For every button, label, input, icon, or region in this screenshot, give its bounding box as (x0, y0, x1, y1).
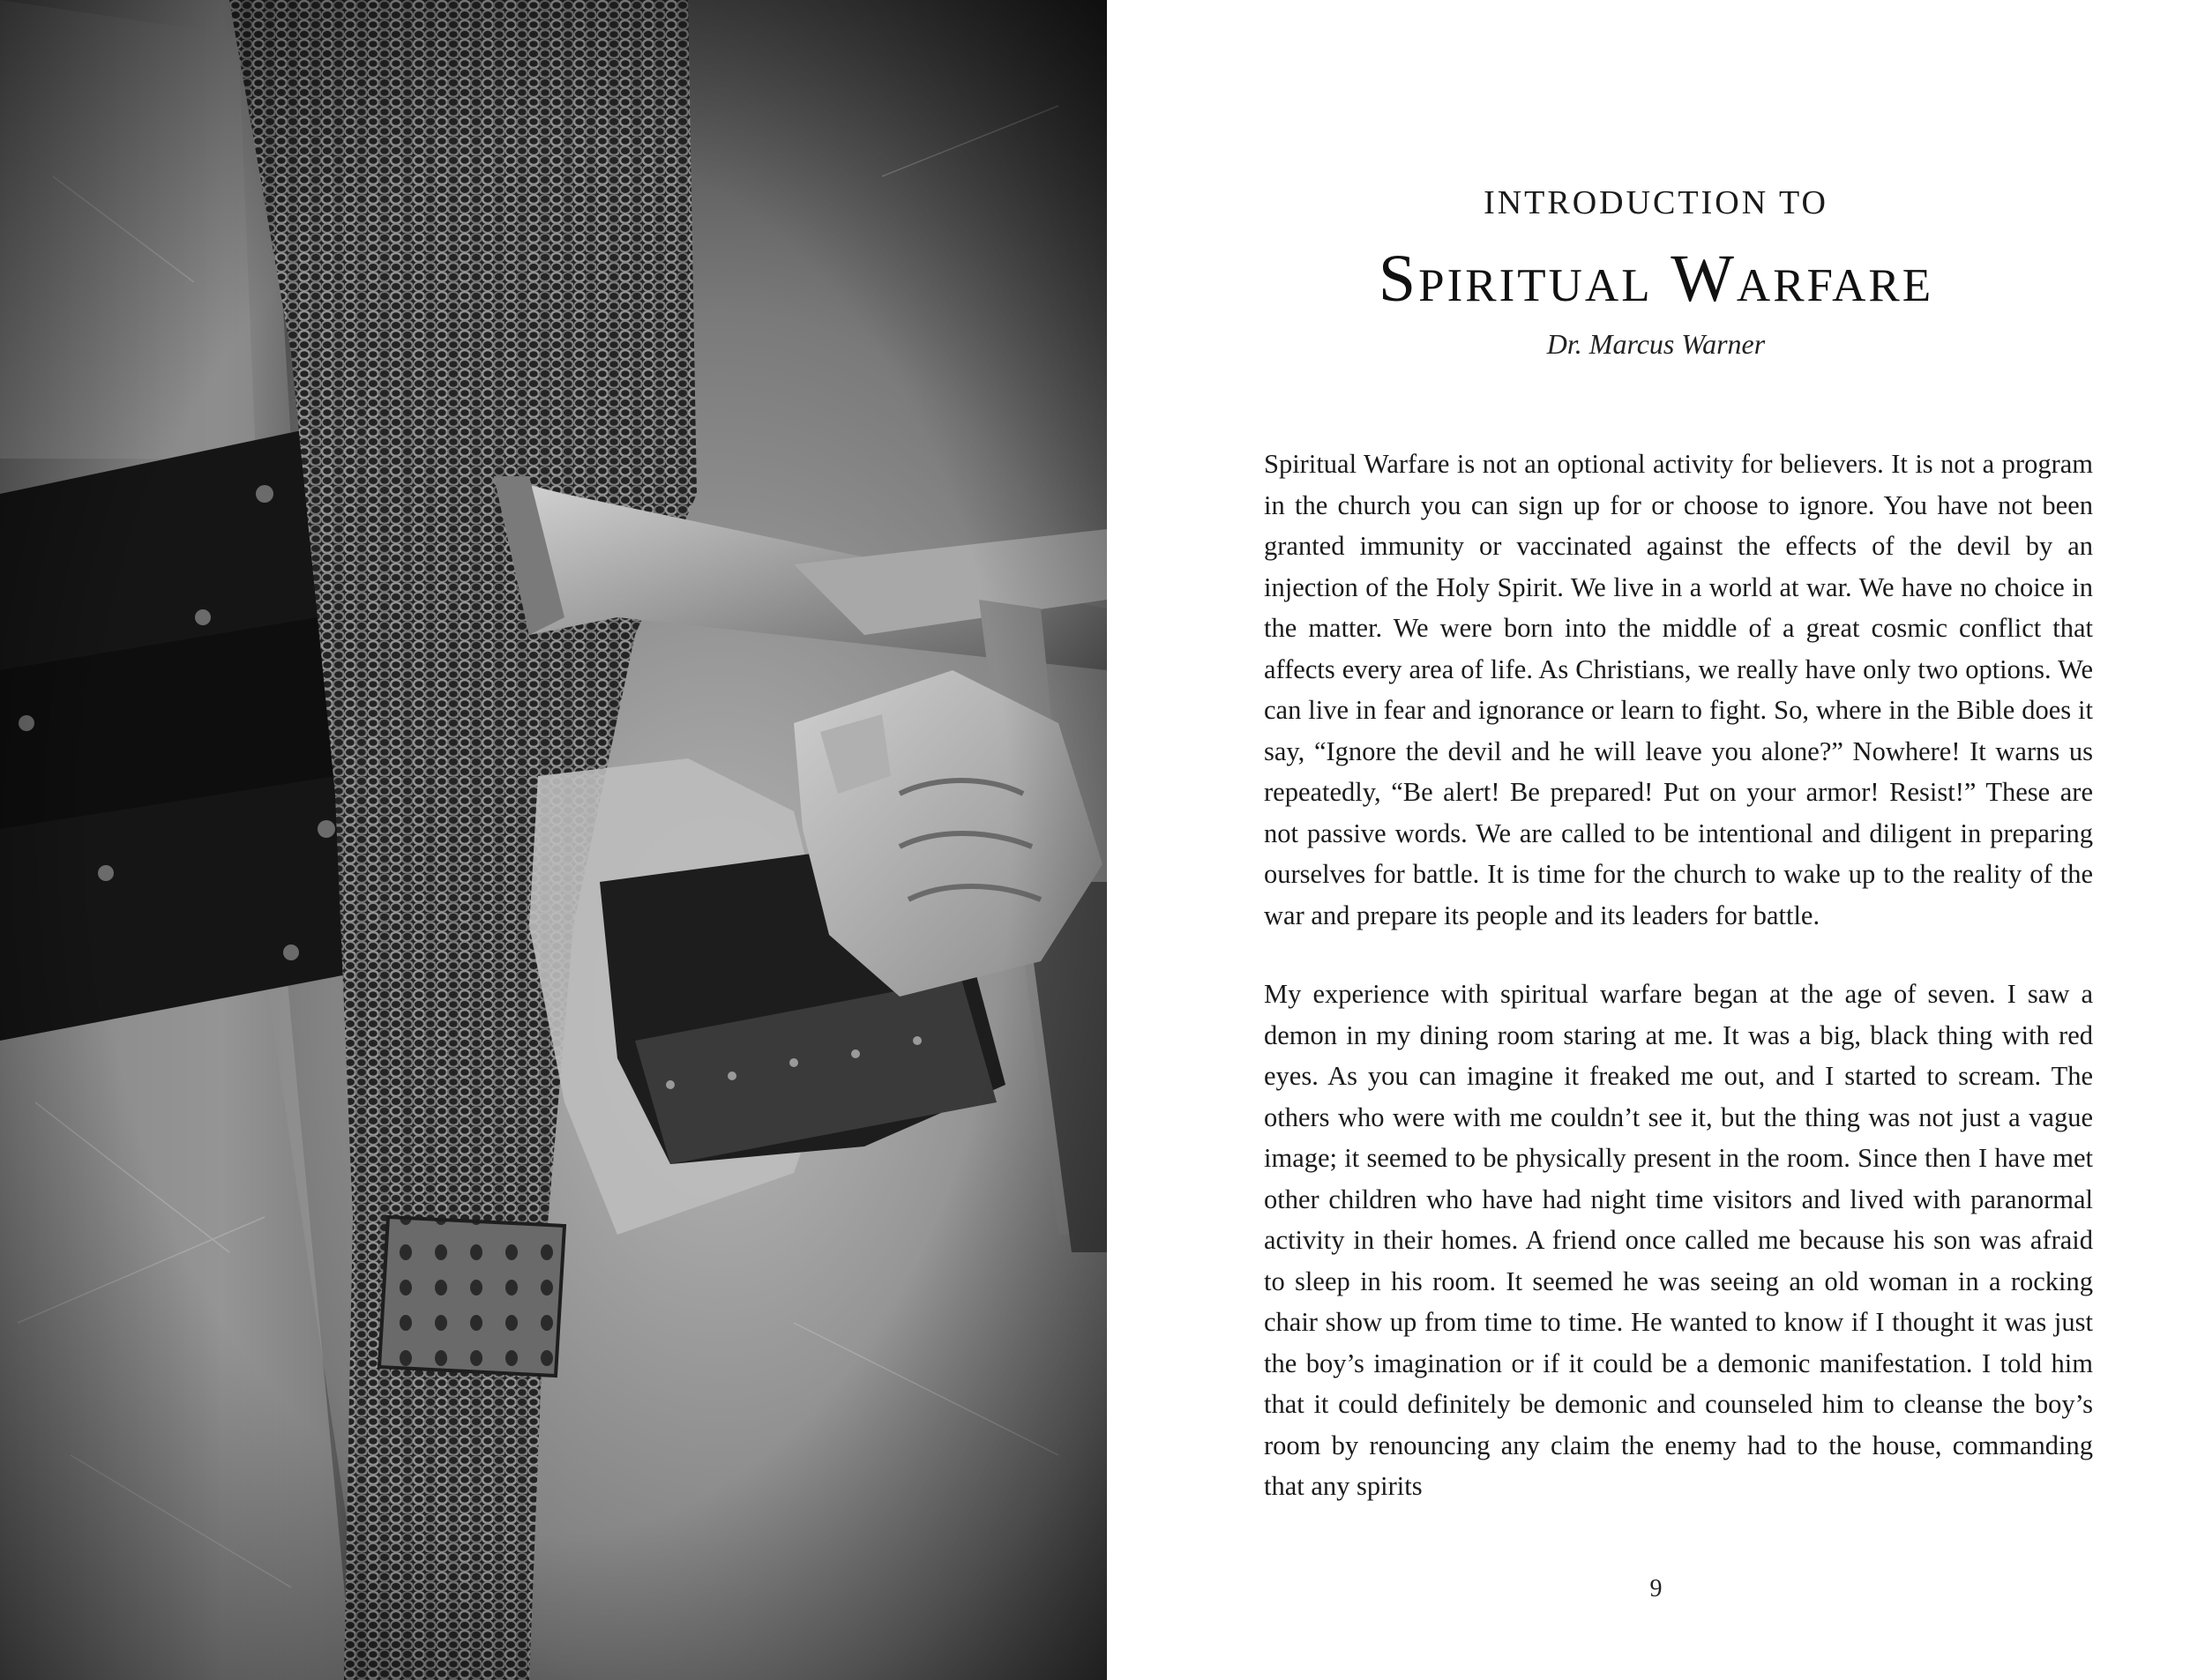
text-page (1107, 0, 2205, 1680)
body-paragraph: Spiritual Warfare is not an optional activity for believers. It is not a program in the church you can sign up for or choose to ignore. You have not been granted immunity or vaccinated against the effects of the devil by an injection of the Holy Spirit. We live in a world at war. We have no choice in the matter. We were born into the middle of a great cosmic conflict that affects every area of life. As Christians, we really have only two options. We can live in fear and ignorance or learn to fight. So, where in the Bible does it say, “Ignore the devil and he will leave you alone?” Nowhere! It warns us repeatedly, “Be alert! Be prepared! Put on your armor! Resist!” These are not passive words. We are called to be intentional and diligent in preparing ourselves for battle. It is time for the church to wake up to the reality of the war and prepare its people and its leaders for battle. (1264, 449, 2093, 930)
chapter-title: Spiritual Warfare (1378, 242, 1934, 316)
chapter-kicker: INTRODUCTION TO (1484, 184, 1828, 221)
page-number: 9 (1649, 1575, 1663, 1602)
body-paragraph: My experience with spiritual warfare began at the age of seven. I saw a demon in my dining room staring at me. It was a big, black thing with red eyes. As you can imagine it freaked me out, and I started to scream. The others who were with me couldn’t see it, but the thing was not just a vague image; it seemed to be physically present in the room. Since then I have met other children who have had night time visitors and lived with paranormal activity in their homes. A friend once called me because his son was afraid to sleep in his room. It seemed he was seeing an old woman in a rocking chair show up from time to time. He wanted to know if I thought it was just the boy’s imagination or if it could be a demonic manifestation. I told him that it could definitely be demonic and counseled him to cleanse the boy’s room by renouncing any claim the enemy had to the house, commanding that any spirits (1264, 979, 2093, 1501)
chapter-author: Dr. Marcus Warner (1546, 328, 1766, 360)
chapter-body (1264, 444, 2093, 1545)
